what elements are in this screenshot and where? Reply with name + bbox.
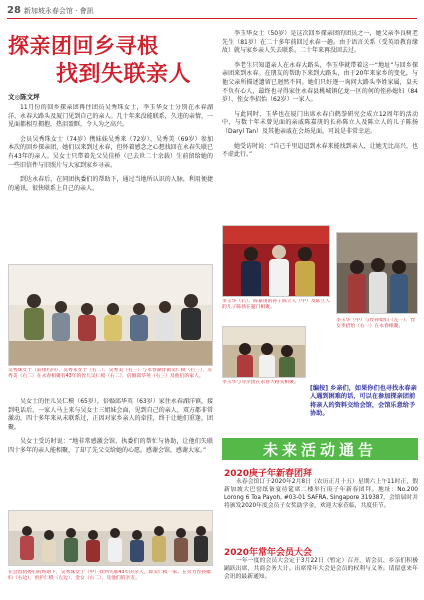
page-number: 28 — [7, 5, 21, 16]
relatives-photo — [336, 232, 418, 314]
family-photo-2 — [8, 510, 213, 566]
group-photo-dalutou — [222, 326, 306, 378]
paragraph: 李老生只知道亲人在永春大路头，李玉华就带着这一“地址”与回乡探亲团来到永春。在朋友的帮助下来到大路头，由于20年来家乡的变化，与他父亲所描述遗留已迥然不同。她们只好逐一询问大路头李姓家属，皇天不负有心人，最终也寻得家住永春县桃城镇亿龙一区的何的侄孙媳妇（84岁）、侄女李招怡（62岁）一家人。 — [222, 61, 418, 104]
event2-title: 2020年常年会员大会 — [224, 548, 313, 558]
event1-title: 2020庚子年新春团拜 — [224, 469, 313, 479]
right-column-text — [222, 30, 418, 220]
paragraph: 李玉华女士（50岁）是这次回乡探亲团的团员之一，她父亲李良树老先生（81岁）在二十多年前回过永春一趟。由于语言关系（受英语教育缘故）就与家乡亲人失去联系。二十年来再没回去过。 — [222, 30, 418, 55]
publication-name: 新加坡永春会馆 · 會訊 — [23, 7, 94, 15]
paragraph: 会员吴秀珠女士（74岁）携妹妹吴秀来（72岁）、吴秀美（69岁）参加本次的回乡探亲团，她们以来到过永春，但怀着感念之心想找回在永春失联已有43年的亲人。吴女士只带着先父吴佳桥（已去世二十余载）生前留给她的一些旧信件与旧照片与大家到家乡寻亲。 — [8, 135, 213, 169]
caption-xiamen: 李玉华（右）、陈嘉庚的孙子陈立人（中）及陈立人的儿子陈扬在厦门相聚。 — [222, 299, 330, 311]
byline: 文◎陈文坪 — [8, 93, 40, 101]
article-title-line1: 探亲团回乡寻根 — [8, 34, 159, 58]
caption-left-top: 吴秀珠女士（前排右四）、吴秀来女士（右二）、吴秀美（右三）与永春湖洋镇吴仁模（右三）、吴秀美（右二）在永春相聚有43年的侄儿吴仁模（右二）、倍婚邱华英（右三）及他们的家人。 — [8, 368, 212, 380]
left-column-text-bottom — [8, 398, 213, 510]
family-photo-1 — [8, 264, 213, 366]
paragraph: 11月份的回乡探亲团再住团员吴秀珠女士，李玉华女士分别在永春湖洋、永春大路头及厦门见到自己的亲人。几十年来没能联系，久违的亲情，一见面都相互拥抱，热泪盈眶，令人为之高兴。 — [8, 104, 213, 129]
xiamen-photo — [222, 225, 330, 297]
article-title-line2: 找到失联亲人 — [56, 62, 192, 87]
left-column-text — [8, 104, 213, 262]
header-rule — [7, 18, 417, 19]
page-header — [7, 5, 94, 18]
caption-relatives: 李玉华（中）与侄孙媳妇（左一）、侄女李招怡（右一）在永春相聚。 — [336, 318, 416, 330]
editor-note: [编按] 乡亲们，如果你们也寻找永春亲人遇到困难的话，可以在参加探亲团前将亲人的资料交给会馆，会馆乐意给予协助。 — [310, 385, 417, 418]
paragraph: 吴女士的住儿吴仁模（65岁），倍婚邱华英（63岁）家住永春湖洋镇，接到电话后，一家人马上来与吴女士三姐妹会面，见到自己的亲人，双方都非常激动，四十多年来从未联系过，正因对家乡亲人的牵挂，终于让她们重逢，团聚。 — [8, 398, 213, 431]
upcoming-events-banner: 未来活动通告 — [222, 438, 418, 460]
event2-body: 一年一度的会员大会定于3月22日（暂定）召开，请会员、乡亲们积极踊跃出席，共商会务大计。出席常年大会是会员的权利与义务。请留意来年会讯的最新通知。 — [224, 558, 418, 580]
paragraph: 与此同时，玉华也在厦门出席永春白鹤拳研究会成立12周年的活动中，与数十年未曾见面的亲戚陈嘉庚的长孙陈立人及陈立人的儿子陈扬（Daryl Tan）及其他亲戚在会场见面。可说是非常幸运。 — [222, 110, 418, 135]
paragraph: 到达永春后，在同团执委们的帮助下，通过当地所认识的人脉，利用便捷的通讯，很快联系上自己的亲人。 — [8, 176, 213, 192]
caption-dalutou: 李玉华与寻亲团在永春大路头相聚。 — [222, 380, 299, 385]
event1-body: 永春会馆订于2020年2月8日（农历正月十五）星期六上午11时正，假新加坡大巴窑纸备宴待筵席二楼举行庚子年新春团拜。地址：No.200 Lorong 6 Toa Payoh, #03-01 SAFRA, Singapore 319387。会馆届时并将颁发2020年度会员子女奖助学金，欢迎大家莅临，共度佳节。 — [224, 479, 418, 509]
caption-left-bottom: 在会馆执委们的帮助下，吴秀珠女士（中）找到失联43年的亲人，即吴仁模一家。在旁为侄孙媳妇（右边）、看护仁模（左边）、金女（右二），及他们的亲友。 — [8, 570, 211, 582]
paragraph: 她受访时说：“自己千里迢迢到永春来能找到亲人，让她无比高兴，也不虚此行。” — [222, 142, 418, 159]
paragraph: 吴女士受访时说：“地非常感激会馆、执委们的帮忙与协助，让他们失联四十多年的亲人能相聚，了却了先父交给她的心愿。感谢会馆，感谢大家。” — [8, 438, 213, 454]
